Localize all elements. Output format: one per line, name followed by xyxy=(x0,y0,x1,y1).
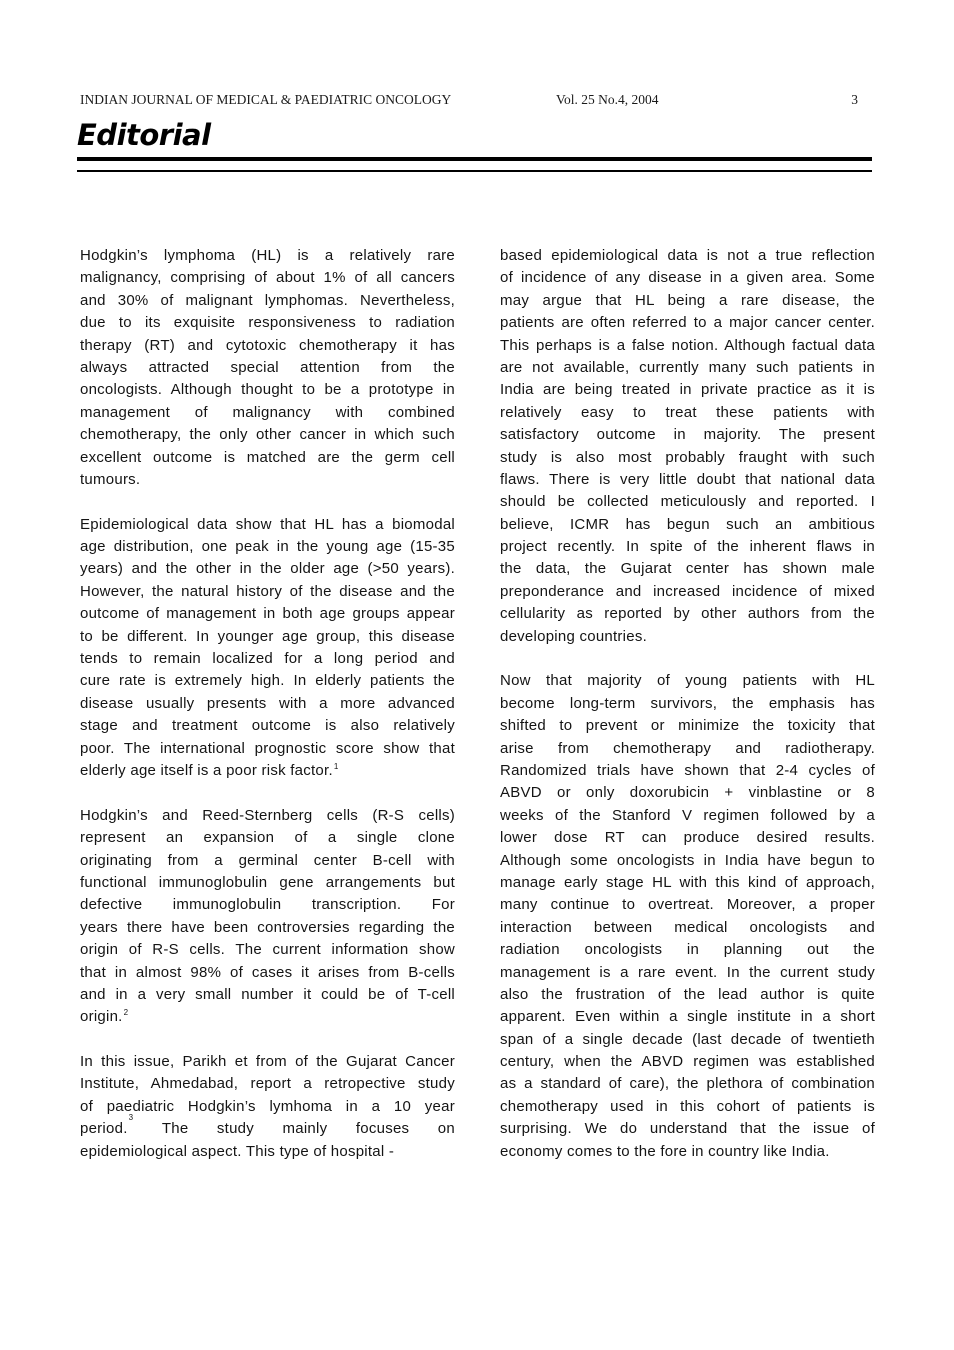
text-line xyxy=(500,267,875,289)
text-line xyxy=(500,962,875,984)
text-line xyxy=(80,424,455,446)
line-text: defective immunoglobulin transcription. For xyxy=(80,896,455,914)
text-line xyxy=(500,760,875,782)
paragraph xyxy=(80,245,455,491)
line-text: as a standard of care), the plethora of combination xyxy=(500,1075,875,1093)
line-text: relatively easy to treat these patients with xyxy=(500,403,875,421)
line-text: This perhaps is a false notion. Although factual data xyxy=(500,336,875,354)
text-line xyxy=(80,469,455,491)
text-line xyxy=(80,581,455,603)
text-line xyxy=(80,402,455,424)
header-rule-thin xyxy=(77,170,872,172)
line-text: chemotherapy used in this cohort of patients is xyxy=(500,1097,875,1115)
line-text: excellent outcome is matched are the germ cell xyxy=(80,448,455,466)
line-text: However, the natural history of the disease and the xyxy=(80,582,455,600)
text-line xyxy=(500,939,875,961)
header-rule-thick xyxy=(77,157,872,161)
text-line xyxy=(500,626,875,648)
line-text: disease usually presents with a more advanced xyxy=(80,694,455,712)
page-number: 3 xyxy=(851,92,858,107)
line-text: manage early stage HL with this kind of approach, xyxy=(500,873,875,891)
line-text: Epidemiological data show that HL has a biomodal xyxy=(80,515,455,533)
word: study xyxy=(216,1120,255,1138)
line-text: malignancy, comprising of about 1% of all cancers xyxy=(80,269,455,287)
text-line xyxy=(500,693,875,715)
text-line xyxy=(80,335,455,357)
line-text: represent an expansion of a single clone xyxy=(80,829,455,847)
running-head xyxy=(80,92,858,110)
left-column xyxy=(80,245,455,1185)
footnote-ref[interactable]: 1 xyxy=(333,761,339,771)
line-text: years) and the other in the older age (>50 years). xyxy=(80,560,455,578)
line-text: tumours. xyxy=(80,470,141,488)
text-line xyxy=(500,782,875,804)
line-text: lower dose RT can produce desired results. xyxy=(500,829,875,847)
line-text: flaws. There is very little doubt that national data xyxy=(500,470,875,488)
text-line xyxy=(80,514,455,536)
text-line xyxy=(80,1006,455,1028)
line-text: many continue to overtreat. Moreover, a proper xyxy=(500,896,875,914)
paragraph xyxy=(80,514,455,783)
text-line xyxy=(80,738,455,760)
text-line xyxy=(500,402,875,424)
text-line xyxy=(500,738,875,760)
text-line xyxy=(500,670,875,692)
line-text: arise from chemotherapy and radiotherapy. xyxy=(500,739,875,757)
text-line xyxy=(500,1006,875,1028)
text-line xyxy=(80,962,455,984)
line-text: Now that majority of young patients with HL xyxy=(500,672,875,690)
text-line xyxy=(500,984,875,1006)
text-line xyxy=(80,1073,455,1095)
journal-name: INDIAN JOURNAL OF MEDICAL & PAEDIATRIC ONCOLOGY xyxy=(80,92,452,107)
line-text: ABVD or only doxorubicin + vinblastine or 8 xyxy=(500,784,875,802)
word: focuses xyxy=(355,1120,410,1138)
line-text: Institute, Ahmedabad, report a retropective study xyxy=(80,1075,455,1093)
text-line xyxy=(500,312,875,334)
word: The xyxy=(161,1120,189,1138)
line-text: Hodgkin’s lymphoma (HL) is a relatively rare xyxy=(80,247,455,264)
line-text: elderly age itself is a poor risk factor. xyxy=(80,761,333,779)
line-text: management of malignancy with combined xyxy=(80,403,455,421)
line-text: epidemiological aspect. This type of hospital - xyxy=(80,1142,395,1160)
text-line xyxy=(80,760,455,782)
line-text: may argue that HL being a rare disease, the xyxy=(500,291,875,309)
footnote-ref[interactable]: 2 xyxy=(123,1008,129,1018)
line-text: chemotherapy, the only other cancer in which such xyxy=(80,426,455,444)
line-text: oncologists. Although thought to be a prototype in xyxy=(80,381,455,399)
volume-issue: Vol. 25 No.4, 2004 xyxy=(556,92,659,107)
line-text: that in almost 98% of cases it arises from B-cells xyxy=(80,963,455,981)
text-line xyxy=(80,312,455,334)
line-text: cure rate is extremely high. In elderly patients the xyxy=(80,672,455,690)
text-line xyxy=(500,335,875,357)
text-line xyxy=(500,424,875,446)
text-line xyxy=(80,805,455,827)
line-text: due to its exquisite responsiveness to radiation xyxy=(80,314,455,332)
text-line xyxy=(80,626,455,648)
line-text: years there have been controversies regarding the xyxy=(80,918,455,936)
text-line xyxy=(80,1113,455,1140)
line-text: developing countries. xyxy=(500,627,648,645)
line-text: In this issue, Parikh et from of the Gujarat Cancer xyxy=(80,1053,455,1071)
paragraph xyxy=(500,245,875,648)
line-text: interaction between medical oncologists and xyxy=(500,918,875,936)
text-line xyxy=(80,693,455,715)
text-line xyxy=(80,603,455,625)
line-text: Although some oncologists in India have begun to xyxy=(500,851,875,869)
line-text: surprising. We do understand that the issue of xyxy=(500,1120,875,1138)
line-text: apparent. Even within a single institute in a short xyxy=(500,1008,875,1026)
text-line xyxy=(500,290,875,312)
text-line xyxy=(500,447,875,469)
text-line xyxy=(80,715,455,737)
paragraph xyxy=(500,670,875,1163)
text-line xyxy=(80,670,455,692)
line-text: also the frustration of the lead author is quite xyxy=(500,985,875,1003)
text-line xyxy=(80,984,455,1006)
line-text: believe, ICMR has begun such an ambitious xyxy=(500,515,875,533)
line-text: preponderance and increased incidence of mixed xyxy=(500,582,875,600)
text-line xyxy=(80,447,455,469)
text-line xyxy=(500,514,875,536)
text-line xyxy=(500,581,875,603)
line-text: origin. xyxy=(80,1008,123,1026)
line-text: and in a very small number it could be of T-cell xyxy=(80,985,455,1003)
line-text: of paediatric Hodgkin’s lymhoma in a 10 year xyxy=(80,1097,455,1115)
line-text: the data, the Gujarat center has shown male xyxy=(500,560,875,578)
word: mainly xyxy=(282,1120,328,1138)
text-line xyxy=(500,917,875,939)
line-text: are not available, currently many such patients in xyxy=(500,358,875,376)
text-line xyxy=(80,357,455,379)
text-line xyxy=(80,267,455,289)
text-line xyxy=(500,491,875,513)
text-line xyxy=(80,536,455,558)
line-text: should be collected meticulously and reported. I xyxy=(500,493,875,511)
text-line xyxy=(500,245,875,267)
text-line xyxy=(80,1096,455,1118)
text-line xyxy=(80,850,455,872)
footnote-ref[interactable]: 3 xyxy=(128,1113,134,1123)
line-text: therapy (RT) and cytotoxic chemotherapy it has xyxy=(80,336,455,354)
text-line xyxy=(500,469,875,491)
line-text: patients are often referred to a major cancer center. xyxy=(500,314,875,332)
text-line xyxy=(80,917,455,939)
line-text: cellularity as reported by other authors from the xyxy=(500,605,875,623)
line-text: outcome of management in both age groups appear xyxy=(80,605,455,623)
line-text: of incidence of any disease in a given area. Some xyxy=(500,269,875,287)
line-text: India are being treated in private practice as it is xyxy=(500,381,875,399)
text-line xyxy=(80,558,455,580)
line-text: origin of R-S cells. The current information show xyxy=(80,941,455,959)
word: on xyxy=(437,1120,455,1138)
text-line xyxy=(80,1051,455,1073)
text-line xyxy=(500,1096,875,1118)
line-text: radiation oncologists in planning out the xyxy=(500,941,875,959)
line-text: shifted to prevent or minimize the toxicity that xyxy=(500,717,875,735)
line-text: stage and treatment outcome is also relatively xyxy=(80,717,455,735)
line-text: age distribution, one peak in the young age (15-35 xyxy=(80,538,455,556)
text-line xyxy=(500,603,875,625)
line-text: study is also most probably fraught with such xyxy=(500,448,875,466)
text-line xyxy=(80,379,455,401)
line-text: economy comes to the fore in country like India. xyxy=(500,1142,830,1160)
text-line xyxy=(500,894,875,916)
text-line xyxy=(80,648,455,670)
line-text: Randomized trials have shown that 2-4 cycles of xyxy=(500,761,875,779)
text-line xyxy=(500,1118,875,1140)
text-line xyxy=(500,850,875,872)
text-line xyxy=(500,357,875,379)
line-text: period. xyxy=(80,1120,128,1138)
line-text: based epidemiological data is not a true reflection xyxy=(500,247,875,264)
line-text: poor. The international prognostic score show that xyxy=(80,739,455,757)
text-line xyxy=(500,715,875,737)
text-line xyxy=(80,872,455,894)
text-line xyxy=(500,1051,875,1073)
text-line xyxy=(500,379,875,401)
text-line xyxy=(80,894,455,916)
text-line xyxy=(500,558,875,580)
text-line xyxy=(500,827,875,849)
text-line xyxy=(80,827,455,849)
line-text: Hodgkin’s and Reed-Sternberg cells (R-S cells) xyxy=(80,806,455,824)
line-text: project recently. In spite of the inherent flaws in xyxy=(500,538,875,556)
line-text: become long-term survivors, the emphasis has xyxy=(500,694,875,712)
text-line xyxy=(500,1141,875,1163)
line-text: span of a single decade (last decade of twentieth xyxy=(500,1030,875,1048)
line-text: to be different. In younger age group, this disease xyxy=(80,627,455,645)
text-line xyxy=(80,290,455,312)
text-line xyxy=(500,1029,875,1051)
text-line xyxy=(500,872,875,894)
section-title: Editorial xyxy=(77,118,211,152)
line-text: always attracted special attention from the xyxy=(80,358,455,376)
paragraph xyxy=(80,805,455,1029)
line-text: and 30% of malignant lymphomas. Nevertheless, xyxy=(80,291,455,309)
line-text: functional immunoglobulin gene arrangements but xyxy=(80,873,455,891)
text-line xyxy=(500,805,875,827)
line-text: originating from a germinal center B-cell with xyxy=(80,851,455,869)
line-text: tends to remain localized for a long period and xyxy=(80,650,455,668)
paragraph xyxy=(80,1051,455,1163)
line-text: century, when the ABVD regimen was established xyxy=(500,1053,875,1071)
text-line xyxy=(80,245,455,267)
text-line xyxy=(500,1073,875,1095)
line-text: management is a rare event. In the current study xyxy=(500,963,875,981)
line-text: weeks of the Stanford V regimen followed by a xyxy=(500,806,875,824)
text-line xyxy=(80,1141,455,1163)
line-text: satisfactory outcome in majority. The present xyxy=(500,426,875,444)
text-line xyxy=(500,536,875,558)
right-column xyxy=(500,245,875,1185)
text-line xyxy=(80,939,455,961)
